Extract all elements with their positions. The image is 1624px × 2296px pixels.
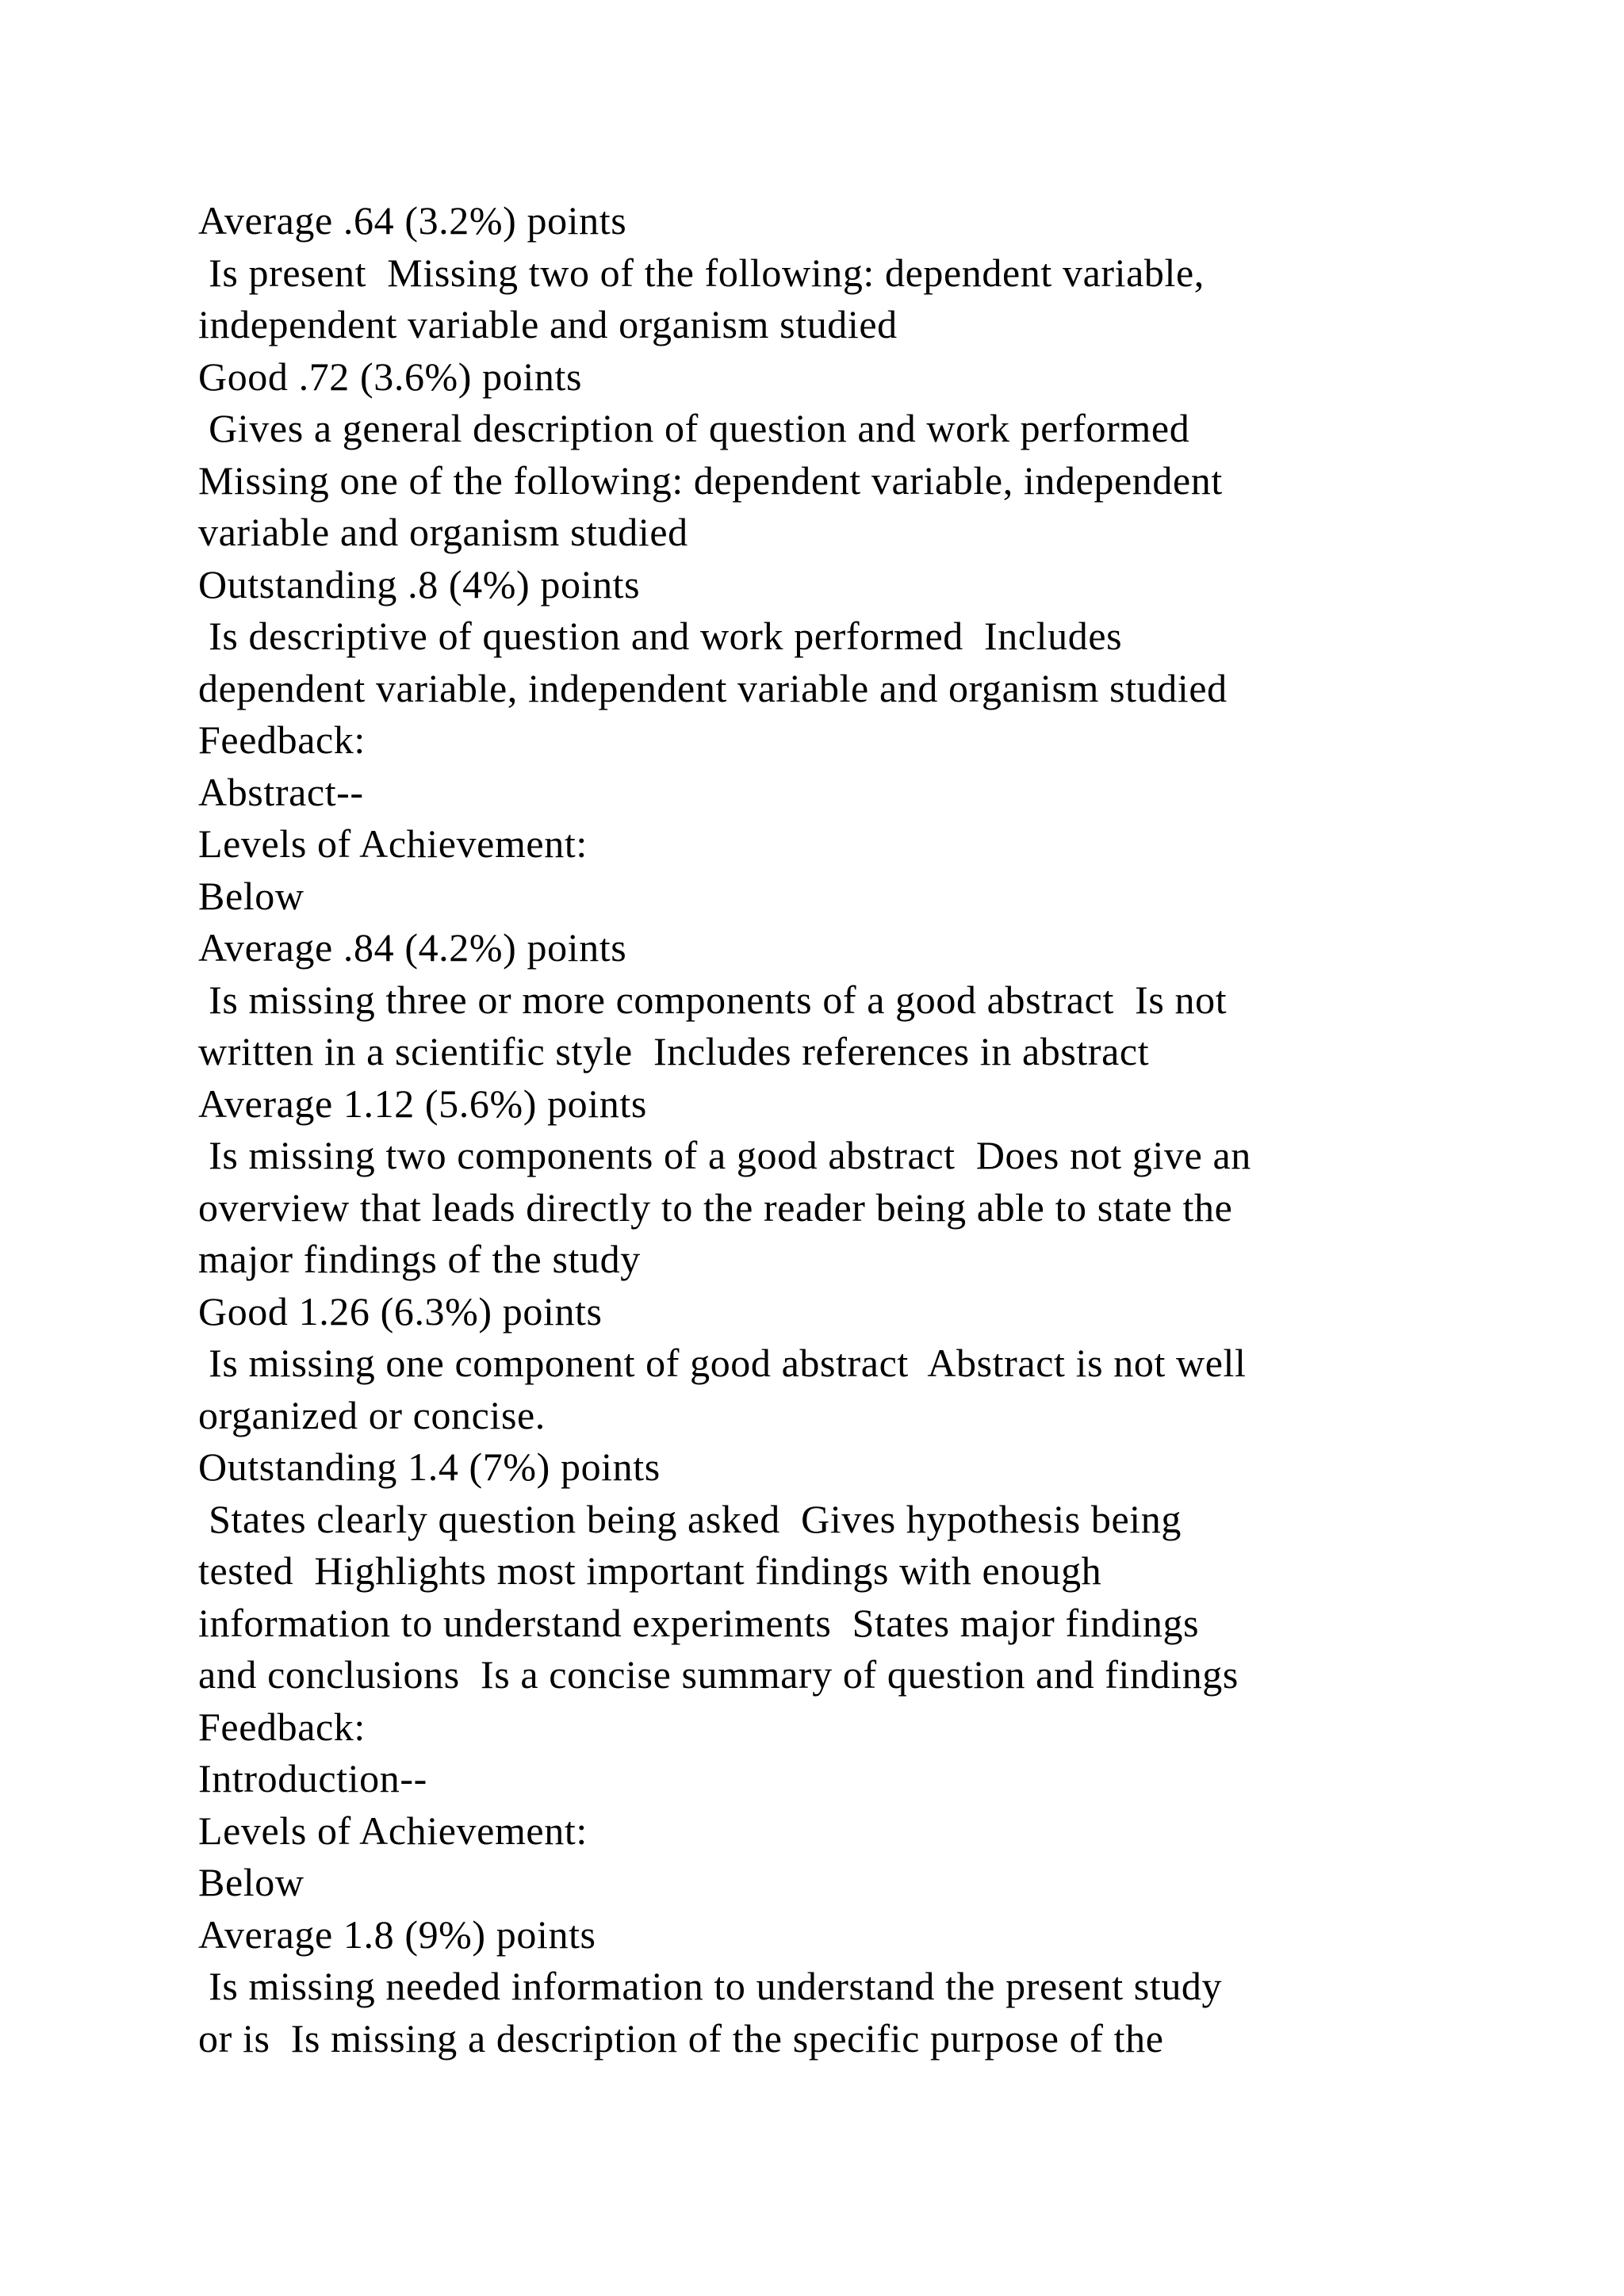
text-line-24: organized or concise. — [198, 1392, 546, 1437]
text-line-3: independent variable and organism studied — [198, 302, 898, 346]
text-line-31: Introduction-- — [198, 1756, 427, 1800]
text-line-20: overview that leads directly to the reader being able to state the — [198, 1184, 1233, 1230]
text-line-33: Below — [198, 1860, 304, 1904]
text-line-17: written in a scientific style Includes references in abstract — [198, 1029, 1150, 1073]
text-line-16: Is missing three or more components of a good abstract Is not — [198, 977, 1228, 1022]
text-line-7: variable and organism studied — [198, 510, 688, 554]
text-line-8: Outstanding .8 (4%) points — [198, 561, 641, 607]
text-line-27: tested Highlights most important findings with enough — [198, 1548, 1102, 1593]
text-line-26: States clearly question being asked Gives hypothesis being — [198, 1496, 1182, 1541]
text-line-34: Average 1.8 (9%) points — [198, 1911, 596, 1957]
text-line-14: Below — [198, 873, 304, 918]
text-line-9: Is descriptive of question and work performed Includes — [198, 614, 1123, 658]
text-line-25: Outstanding 1.4 (7%) points — [198, 1445, 661, 1489]
text-line-5: Gives a general description of question and work performed — [198, 406, 1190, 450]
text-line-2: Is present Missing two of the following: dependent variable, — [198, 250, 1205, 295]
text-line-19: Is missing two components of a good abstract Does not give an — [198, 1133, 1251, 1177]
text-line-10: dependent variable, independent variable and organism studied — [198, 665, 1228, 710]
text-line-30: Feedback: — [198, 1704, 366, 1749]
text-line-13: Levels of Achievement: — [198, 821, 588, 866]
document-page — [198, 195, 1467, 2064]
text-line-22: Good 1.26 (6.3%) points — [198, 1288, 603, 1334]
text-line-21: major findings of the study — [198, 1237, 641, 1281]
text-line-23: Is missing one component of good abstract Abstract is not well — [198, 1341, 1247, 1385]
text-line-28: information to understand experiments States major findings — [198, 1600, 1200, 1645]
text-line-35: Is missing needed information to understand the present study — [198, 1964, 1223, 2008]
text-line-1: Average .64 (3.2%) points — [198, 198, 627, 243]
text-line-6: Missing one of the following: dependent variable, independent — [198, 457, 1223, 503]
text-line-4: Good .72 (3.6%) points — [198, 354, 583, 399]
text-line-29: and conclusions Is a concise summary of question and findings — [198, 1652, 1239, 1697]
text-line-36: or is Is missing a description of the specific purpose of the — [198, 2015, 1164, 2061]
text-line-18: Average 1.12 (5.6%) points — [198, 1081, 647, 1126]
text-line-15: Average .84 (4.2%) points — [198, 925, 627, 970]
text-line-12: Abstract-- — [198, 769, 364, 814]
text-line-32: Levels of Achievement: — [198, 1808, 588, 1853]
text-line-11: Feedback: — [198, 718, 366, 762]
